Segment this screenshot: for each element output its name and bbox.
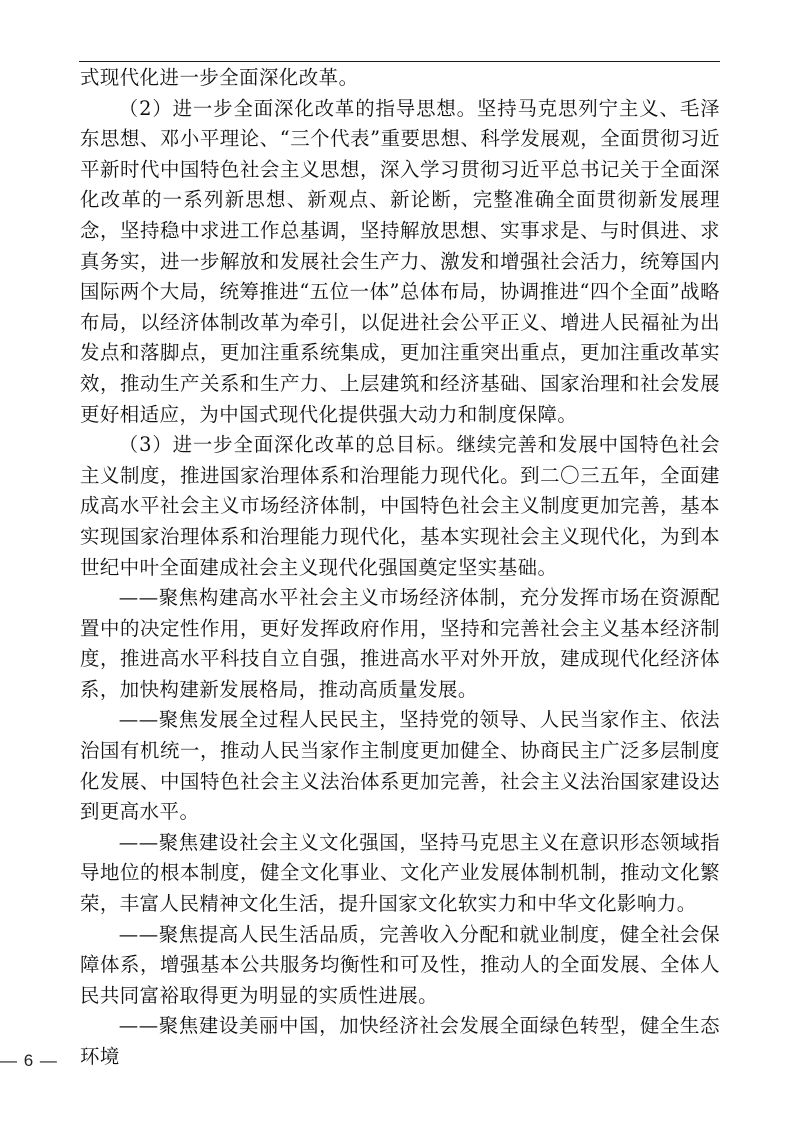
paragraph-overall-goal: （3）进一步全面深化改革的总目标。继续完善和发展中国特色社会主义制度，推进国家治理体系和治理能力现代化。到二〇三五年，全面建成高水平社会主义市场经济体制，中国特色社会主义制度更加完善，基本实现国家治理体系和治理能力现代化，基本实现社会主义现代化，为到本世纪中叶全面建成社会主义现代化强国奠定坚实基础。 [80,433,720,579]
paragraph-quality-of-life: ——聚焦提高人民生活品质，完善收入分配和就业制度，健全社会保障体系，增强基本公共服务均衡性和可及性，推动人的全面发展、全体人民共同富裕取得更为明显的实质性进展。 [80,922,720,1007]
paragraph-guiding-ideology: （2）进一步全面深化改革的指导思想。坚持马克思列宁主义、毛泽东思想、邓小平理论、“三个代表”重要思想、科学发展观，全面贯彻习近平新时代中国特色社会主义思想，深入学习贯彻习近平总书记关于全面深化改革的一系列新思想、新观点、新论断，完整准确全面贯彻新发展理念，坚持稳中求进工作总基调，坚持解放思想、实事求是、与时俱进、求真务实，进一步解放和发展社会生产力、激发和增强社会活力，统筹国内国际两个大局，统筹推进“五位一体”总体布局，协调推进“四个全面”战略布局，以经济体制改革为牵引，以促进社会公平正义、增进人民福祉为出发点和落脚点，更加注重系统集成，更加注重突出重点，更加注重改革实效，推动生产关系和生产力、上层建筑和经济基础、国家治理和社会发展更好相适应，为中国式现代化提供强大动力和制度保障。 [80,96,720,426]
page-number: — 6 — [0,1051,58,1070]
paragraph-continuation: 式现代化进一步全面深化改革。 [80,66,359,89]
document-body [80,63,720,1073]
paragraph-market-economy: ——聚焦构建高水平社会主义市场经济体制，充分发挥市场在资源配置中的决定性作用，更好发挥政府作用，坚持和完善社会主义基本经济制度，推进高水平科技自立自强，推进高水平对外开放，建成现代化经济体系，加快构建新发展格局，推动高质量发展。 [80,586,720,701]
header-rule [79,61,720,62]
paragraph-beautiful-china: ——聚焦建设美丽中国，加快经济社会发展全面绿色转型，健全生态环境 [80,1014,720,1068]
paragraph-peoples-democracy: ——聚焦发展全过程人民民主，坚持党的领导、人民当家作主、依法治国有机统一，推动人民当家作主制度更加健全、协商民主广泛多层制度化发展、中国特色社会主义法治体系更加完善，社会主义法治国家建设达到更高水平。 [80,708,720,824]
paragraph-cultural-power: ——聚焦建设社会主义文化强国，坚持马克思主义在意识形态领域指导地位的根本制度，健全文化事业、文化产业发展体制机制，推动文化繁荣，丰富人民精神文化生活，提升国家文化软实力和中华文化影响力。 [80,830,720,916]
